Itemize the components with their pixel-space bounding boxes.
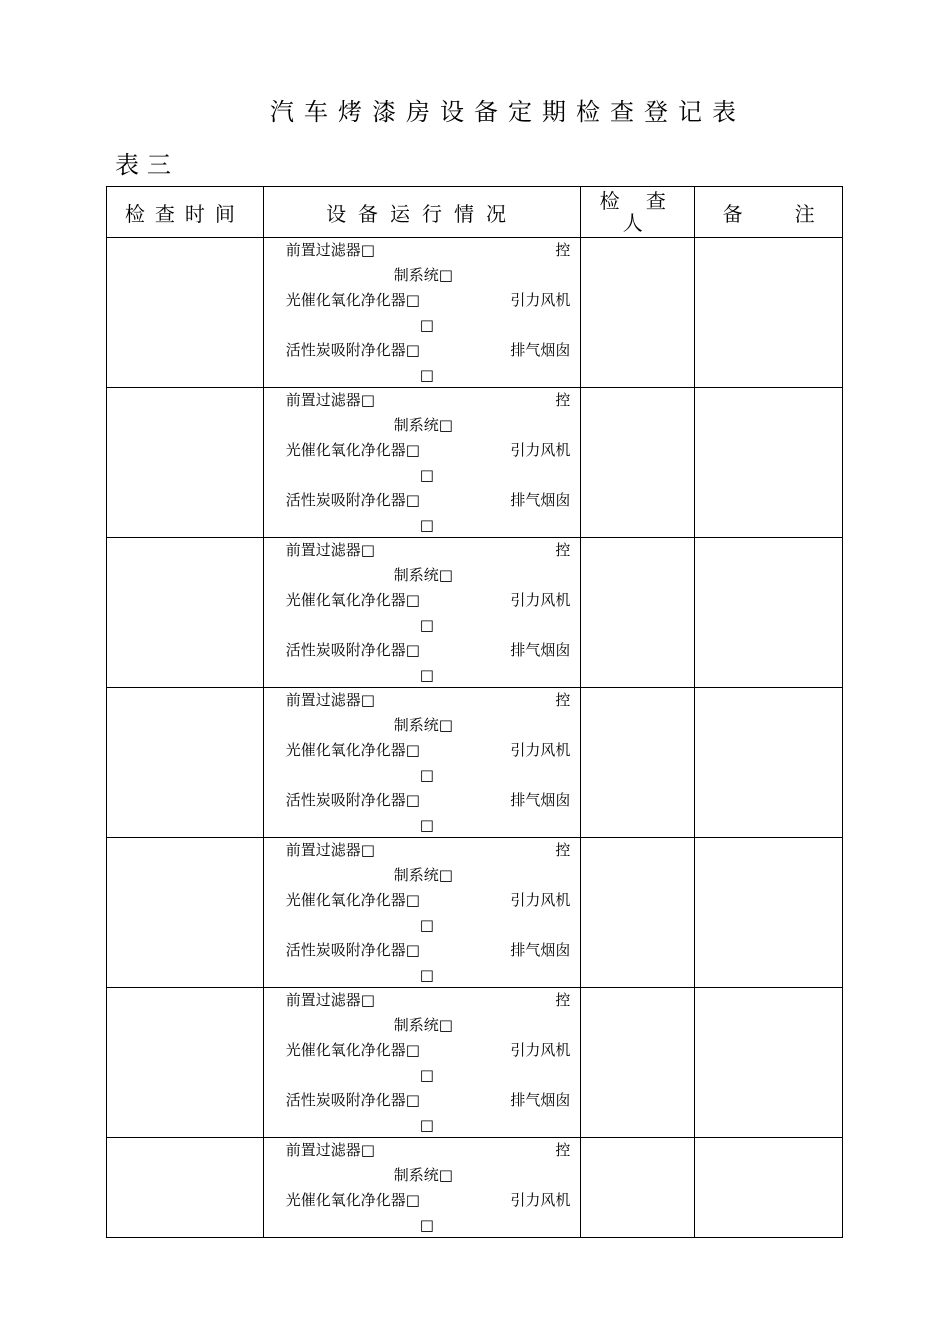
pre-filter-item[interactable]: 前置过滤器□ — [285, 841, 375, 859]
control-system-item-a: 控 — [555, 541, 571, 559]
carbon-adsorption-item[interactable]: 活性炭吸附净化器□ — [285, 791, 420, 809]
pre-filter-item[interactable]: 前置过滤器□ — [285, 241, 375, 259]
exhaust-chimney-item-b[interactable]: □ — [419, 1116, 434, 1134]
table-row — [107, 1138, 843, 1238]
control-system-item-b[interactable]: 制系统□ — [393, 266, 453, 284]
control-system-item-b[interactable]: 制系统□ — [393, 1166, 453, 1184]
exhaust-chimney-item-a: 排气烟囱 — [510, 791, 571, 809]
photocatalytic-purifier-item[interactable]: 光催化氧化净化器□ — [285, 1041, 420, 1059]
induced-fan-item-a: 引力风机 — [510, 1191, 571, 1209]
exhaust-chimney-item-a: 排气烟囱 — [510, 641, 571, 659]
equipment-status-cell[interactable] — [264, 538, 582, 688]
control-system-item-a: 控 — [555, 841, 571, 859]
header-remarks-b: 注 — [794, 201, 815, 226]
table-number: 表三 — [115, 151, 179, 179]
induced-fan-item-b[interactable]: □ — [419, 766, 434, 784]
header-check-time: 检查时间 — [107, 187, 264, 238]
exhaust-chimney-item-a: 排气烟囱 — [510, 1091, 571, 1109]
carbon-adsorption-item[interactable]: 活性炭吸附净化器□ — [285, 641, 420, 659]
equipment-status-cell[interactable] — [264, 238, 582, 388]
inspector-cell[interactable] — [581, 838, 695, 988]
check-time-cell[interactable] — [107, 388, 264, 538]
table-row — [107, 238, 843, 388]
remarks-cell[interactable] — [695, 538, 843, 688]
equipment-status-cell[interactable] — [264, 838, 582, 988]
table-row — [107, 688, 843, 838]
photocatalytic-purifier-item[interactable]: 光催化氧化净化器□ — [285, 291, 420, 309]
equipment-status-cell[interactable] — [264, 388, 582, 538]
induced-fan-item-a: 引力风机 — [510, 291, 571, 309]
exhaust-chimney-item-b[interactable]: □ — [419, 366, 434, 384]
control-system-item-a: 控 — [555, 391, 571, 409]
remarks-cell[interactable] — [695, 688, 843, 838]
control-system-item-b[interactable]: 制系统□ — [393, 866, 453, 884]
check-time-cell[interactable] — [107, 238, 264, 388]
induced-fan-item-a: 引力风机 — [510, 741, 571, 759]
induced-fan-item-b[interactable]: □ — [419, 1216, 434, 1234]
header-inspector-line2: 人 — [622, 211, 653, 235]
control-system-item-b[interactable]: 制系统□ — [393, 566, 453, 584]
check-time-cell[interactable] — [107, 538, 264, 688]
pre-filter-item[interactable]: 前置过滤器□ — [285, 541, 375, 559]
equipment-status-cell[interactable] — [264, 1138, 582, 1238]
control-system-item-a: 控 — [555, 241, 571, 259]
photocatalytic-purifier-item[interactable]: 光催化氧化净化器□ — [285, 891, 420, 909]
pre-filter-item[interactable]: 前置过滤器□ — [285, 391, 375, 409]
inspector-cell[interactable] — [581, 238, 695, 388]
control-system-item-b[interactable]: 制系统□ — [393, 1016, 453, 1034]
header-remarks-a: 备 — [722, 201, 743, 226]
remarks-cell[interactable] — [695, 1138, 843, 1238]
exhaust-chimney-item-b[interactable]: □ — [419, 966, 434, 984]
carbon-adsorption-item[interactable]: 活性炭吸附净化器□ — [285, 341, 420, 359]
control-system-item-b[interactable]: 制系统□ — [393, 416, 453, 434]
control-system-item-b[interactable]: 制系统□ — [393, 716, 453, 734]
exhaust-chimney-item-a: 排气烟囱 — [510, 341, 571, 359]
induced-fan-item-a: 引力风机 — [510, 891, 571, 909]
remarks-cell[interactable] — [695, 238, 843, 388]
exhaust-chimney-item-b[interactable]: □ — [419, 666, 434, 684]
table-row — [107, 388, 843, 538]
pre-filter-item[interactable]: 前置过滤器□ — [285, 691, 375, 709]
control-system-item-a: 控 — [555, 991, 571, 1009]
induced-fan-item-a: 引力风机 — [510, 441, 571, 459]
equipment-status-cell[interactable] — [264, 688, 582, 838]
inspection-table — [106, 186, 843, 1238]
table-header-row — [107, 187, 843, 238]
induced-fan-item-b[interactable]: □ — [419, 466, 434, 484]
table-row — [107, 838, 843, 988]
check-time-cell[interactable] — [107, 688, 264, 838]
table-row — [107, 988, 843, 1138]
header-inspector-line1: 检 查 — [599, 189, 676, 213]
check-time-cell[interactable] — [107, 1138, 264, 1238]
equipment-status-cell[interactable] — [264, 988, 582, 1138]
induced-fan-item-a: 引力风机 — [510, 591, 571, 609]
inspector-cell[interactable] — [581, 1138, 695, 1238]
photocatalytic-purifier-item[interactable]: 光催化氧化净化器□ — [285, 441, 420, 459]
inspector-cell[interactable] — [581, 388, 695, 538]
induced-fan-item-b[interactable]: □ — [419, 1066, 434, 1084]
pre-filter-item[interactable]: 前置过滤器□ — [285, 1141, 375, 1159]
header-inspector — [581, 187, 695, 238]
check-time-cell[interactable] — [107, 838, 264, 988]
remarks-cell[interactable] — [695, 388, 843, 538]
photocatalytic-purifier-item[interactable]: 光催化氧化净化器□ — [285, 1191, 420, 1209]
exhaust-chimney-item-a: 排气烟囱 — [510, 941, 571, 959]
induced-fan-item-b[interactable]: □ — [419, 916, 434, 934]
exhaust-chimney-item-b[interactable]: □ — [419, 816, 434, 834]
photocatalytic-purifier-item[interactable]: 光催化氧化净化器□ — [285, 741, 420, 759]
carbon-adsorption-item[interactable]: 活性炭吸附净化器□ — [285, 941, 420, 959]
remarks-cell[interactable] — [695, 838, 843, 988]
inspector-cell[interactable] — [581, 538, 695, 688]
header-remarks — [695, 187, 843, 238]
carbon-adsorption-item[interactable]: 活性炭吸附净化器□ — [285, 1091, 420, 1109]
table-row — [107, 538, 843, 688]
exhaust-chimney-item-a: 排气烟囱 — [510, 491, 571, 509]
control-system-item-a: 控 — [555, 691, 571, 709]
exhaust-chimney-item-b[interactable]: □ — [419, 516, 434, 534]
pre-filter-item[interactable]: 前置过滤器□ — [285, 991, 375, 1009]
inspector-cell[interactable] — [581, 988, 695, 1138]
inspector-cell[interactable] — [581, 688, 695, 838]
document-title: 汽车烤漆房设备定期检查登记表 — [270, 98, 746, 126]
induced-fan-item-b[interactable]: □ — [419, 616, 434, 634]
remarks-cell[interactable] — [695, 988, 843, 1138]
induced-fan-item-b[interactable]: □ — [419, 316, 434, 334]
carbon-adsorption-item[interactable]: 活性炭吸附净化器□ — [285, 491, 420, 509]
photocatalytic-purifier-item[interactable]: 光催化氧化净化器□ — [285, 591, 420, 609]
control-system-item-a: 控 — [555, 1141, 571, 1159]
header-equipment-status: 设备运行情况 — [264, 187, 582, 238]
check-time-cell[interactable] — [107, 988, 264, 1138]
induced-fan-item-a: 引力风机 — [510, 1041, 571, 1059]
